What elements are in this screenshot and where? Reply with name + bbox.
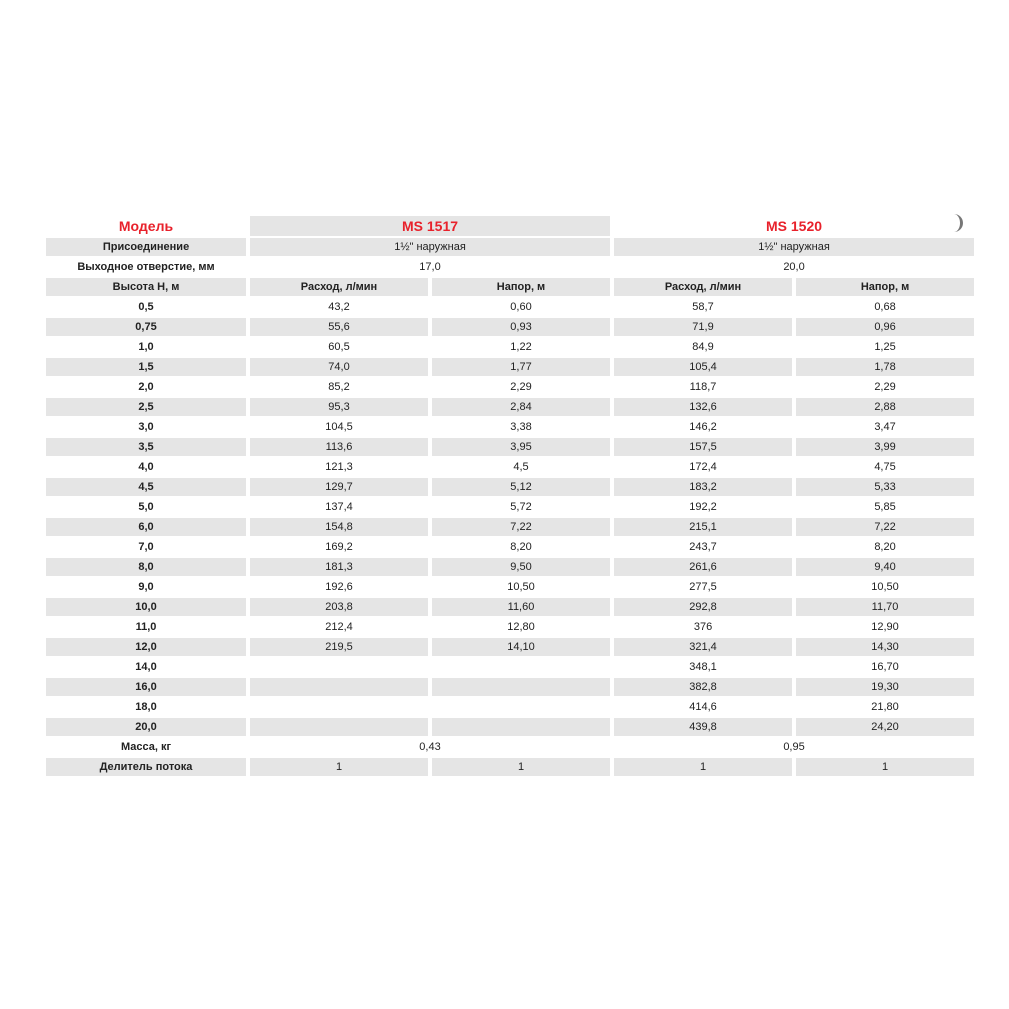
head-ms1520: 5,33 bbox=[796, 478, 974, 496]
outlet-ms1520: 20,0 bbox=[614, 258, 974, 276]
height-value: 16,0 bbox=[46, 678, 246, 696]
table-row bbox=[46, 718, 974, 736]
spec-table-container bbox=[46, 216, 958, 776]
head-ms1517: 2,29 bbox=[432, 378, 610, 396]
table-row bbox=[46, 598, 974, 616]
flow-ms1517: 95,3 bbox=[250, 398, 428, 416]
mass-label: Масса, кг bbox=[46, 738, 246, 756]
outlet-row bbox=[46, 258, 974, 276]
head-ms1520: 16,70 bbox=[796, 658, 974, 676]
table-row bbox=[46, 578, 974, 596]
flow-ms1520: 157,5 bbox=[614, 438, 792, 456]
flow-ms1517: 74,0 bbox=[250, 358, 428, 376]
flow-ms1517: 181,3 bbox=[250, 558, 428, 576]
height-value: 7,0 bbox=[46, 538, 246, 556]
head-ms1520: 3,99 bbox=[796, 438, 974, 456]
flow-ms1517 bbox=[250, 658, 428, 676]
table-row bbox=[46, 458, 974, 476]
table-row bbox=[46, 538, 974, 556]
flow-ms1517: 43,2 bbox=[250, 298, 428, 316]
flow-ms1520: 71,9 bbox=[614, 318, 792, 336]
table-row bbox=[46, 498, 974, 516]
head-ms1520: 12,90 bbox=[796, 618, 974, 636]
table-row bbox=[46, 318, 974, 336]
divider-row bbox=[46, 758, 974, 776]
head-ms1520: 8,20 bbox=[796, 538, 974, 556]
head-ms1520: 11,70 bbox=[796, 598, 974, 616]
table-row bbox=[46, 358, 974, 376]
flow-ms1520: 277,5 bbox=[614, 578, 792, 596]
head-ms1517: 5,72 bbox=[432, 498, 610, 516]
table-row bbox=[46, 638, 974, 656]
head-ms1517: 7,22 bbox=[432, 518, 610, 536]
head-ms1517: 0,60 bbox=[432, 298, 610, 316]
head-ms1517: 2,84 bbox=[432, 398, 610, 416]
table-row bbox=[46, 558, 974, 576]
flow-ms1517 bbox=[250, 678, 428, 696]
table-row bbox=[46, 698, 974, 716]
height-value: 12,0 bbox=[46, 638, 246, 656]
flow-ms1520: 243,7 bbox=[614, 538, 792, 556]
head-ms1517: 0,93 bbox=[432, 318, 610, 336]
table-row bbox=[46, 618, 974, 636]
outlet-ms1517: 17,0 bbox=[250, 258, 610, 276]
height-value: 2,0 bbox=[46, 378, 246, 396]
flow-ms1520: 292,8 bbox=[614, 598, 792, 616]
flow-ms1517: 192,6 bbox=[250, 578, 428, 596]
flow-ms1517: 121,3 bbox=[250, 458, 428, 476]
height-value: 1,5 bbox=[46, 358, 246, 376]
head-ms1520: 2,88 bbox=[796, 398, 974, 416]
divider-value: 1 bbox=[250, 758, 428, 776]
flow-ms1520: 348,1 bbox=[614, 658, 792, 676]
head-ms1517: 11,60 bbox=[432, 598, 610, 616]
flow-ms1520: 58,7 bbox=[614, 298, 792, 316]
height-label: Высота H, м bbox=[46, 278, 246, 296]
head-ms1520: 0,96 bbox=[796, 318, 974, 336]
flow-ms1520: 105,4 bbox=[614, 358, 792, 376]
height-value: 11,0 bbox=[46, 618, 246, 636]
head-ms1520: 1,78 bbox=[796, 358, 974, 376]
head-ms1517: 4,5 bbox=[432, 458, 610, 476]
table-row bbox=[46, 438, 974, 456]
head-ms1520: 0,68 bbox=[796, 298, 974, 316]
connection-ms1517: 1½" наружная bbox=[250, 238, 610, 256]
head-ms1520: 2,29 bbox=[796, 378, 974, 396]
head-ms1520: 24,20 bbox=[796, 718, 974, 736]
flow-ms1520: 146,2 bbox=[614, 418, 792, 436]
divider-label: Делитель потока bbox=[46, 758, 246, 776]
table-row bbox=[46, 678, 974, 696]
connection-row bbox=[46, 238, 974, 256]
flow-ms1517: 137,4 bbox=[250, 498, 428, 516]
mass-ms1520: 0,95 bbox=[614, 738, 974, 756]
table-row bbox=[46, 478, 974, 496]
flow-ms1520: 215,1 bbox=[614, 518, 792, 536]
height-value: 8,0 bbox=[46, 558, 246, 576]
head-ms1517: 12,80 bbox=[432, 618, 610, 636]
height-value: 0,75 bbox=[46, 318, 246, 336]
table-row bbox=[46, 398, 974, 416]
head-ms1520: 10,50 bbox=[796, 578, 974, 596]
flow-ms1520: 118,7 bbox=[614, 378, 792, 396]
height-value: 5,0 bbox=[46, 498, 246, 516]
head-ms1517: 9,50 bbox=[432, 558, 610, 576]
height-value: 10,0 bbox=[46, 598, 246, 616]
connection-ms1520: 1½" наружная bbox=[614, 238, 974, 256]
head-ms1517 bbox=[432, 658, 610, 676]
flow-ms1520: 183,2 bbox=[614, 478, 792, 496]
flow-ms1520: 192,2 bbox=[614, 498, 792, 516]
head-ms1520: 19,30 bbox=[796, 678, 974, 696]
flow-ms1517: 113,6 bbox=[250, 438, 428, 456]
flow-ms1517: 154,8 bbox=[250, 518, 428, 536]
flow-ms1520: 382,8 bbox=[614, 678, 792, 696]
table-row bbox=[46, 378, 974, 396]
outlet-label: Выходное отверстие, мм bbox=[46, 258, 246, 276]
table-row bbox=[46, 418, 974, 436]
divider-value: 1 bbox=[614, 758, 792, 776]
table-row bbox=[46, 658, 974, 676]
flow-ms1517: 212,4 bbox=[250, 618, 428, 636]
height-value: 6,0 bbox=[46, 518, 246, 536]
head-ms1517 bbox=[432, 718, 610, 736]
height-value: 4,5 bbox=[46, 478, 246, 496]
model-label: Модель bbox=[46, 216, 246, 236]
height-value: 0,5 bbox=[46, 298, 246, 316]
flow-ms1517: 129,7 bbox=[250, 478, 428, 496]
table-row bbox=[46, 338, 974, 356]
table-row bbox=[46, 298, 974, 316]
flow-ms1520: 376 bbox=[614, 618, 792, 636]
head-ms1517: 3,95 bbox=[432, 438, 610, 456]
flow-ms1520: 261,6 bbox=[614, 558, 792, 576]
head-ms1520: 21,80 bbox=[796, 698, 974, 716]
flow-ms1517: 85,2 bbox=[250, 378, 428, 396]
table-row bbox=[46, 518, 974, 536]
height-value: 2,5 bbox=[46, 398, 246, 416]
spec-table bbox=[42, 214, 978, 778]
flow-ms1517 bbox=[250, 698, 428, 716]
height-value: 1,0 bbox=[46, 338, 246, 356]
flow-ms1517: 219,5 bbox=[250, 638, 428, 656]
divider-value: 1 bbox=[796, 758, 974, 776]
model-row bbox=[46, 216, 974, 236]
height-value: 20,0 bbox=[46, 718, 246, 736]
head-ms1520: 9,40 bbox=[796, 558, 974, 576]
flow-ms1517 bbox=[250, 718, 428, 736]
height-value: 3,5 bbox=[46, 438, 246, 456]
flow-ms1520: 172,4 bbox=[614, 458, 792, 476]
flow-ms1520: 132,6 bbox=[614, 398, 792, 416]
head-ms1520: 5,85 bbox=[796, 498, 974, 516]
head-ms1517 bbox=[432, 698, 610, 716]
head-ms1520: 1,25 bbox=[796, 338, 974, 356]
head-header-ms1520: Напор, м bbox=[796, 278, 974, 296]
head-ms1517: 14,10 bbox=[432, 638, 610, 656]
flow-ms1517: 60,5 bbox=[250, 338, 428, 356]
head-ms1517: 5,12 bbox=[432, 478, 610, 496]
flow-header-ms1520: Расход, л/мин bbox=[614, 278, 792, 296]
model-name-ms1517: MS 1517 bbox=[250, 216, 610, 236]
height-value: 18,0 bbox=[46, 698, 246, 716]
flow-ms1520: 84,9 bbox=[614, 338, 792, 356]
head-ms1520: 4,75 bbox=[796, 458, 974, 476]
column-header-row bbox=[46, 278, 974, 296]
divider-value: 1 bbox=[432, 758, 610, 776]
head-ms1517: 3,38 bbox=[432, 418, 610, 436]
flow-header-ms1517: Расход, л/мин bbox=[250, 278, 428, 296]
head-ms1517: 10,50 bbox=[432, 578, 610, 596]
head-ms1517: 1,22 bbox=[432, 338, 610, 356]
head-ms1517: 8,20 bbox=[432, 538, 610, 556]
flow-ms1517: 169,2 bbox=[250, 538, 428, 556]
flow-ms1517: 55,6 bbox=[250, 318, 428, 336]
flow-ms1520: 414,6 bbox=[614, 698, 792, 716]
head-header-ms1517: Напор, м bbox=[432, 278, 610, 296]
model-name-ms1520: MS 1520 bbox=[614, 216, 974, 236]
flow-ms1517: 104,5 bbox=[250, 418, 428, 436]
head-ms1517: 1,77 bbox=[432, 358, 610, 376]
head-ms1520: 14,30 bbox=[796, 638, 974, 656]
flow-ms1520: 321,4 bbox=[614, 638, 792, 656]
height-value: 4,0 bbox=[46, 458, 246, 476]
height-value: 3,0 bbox=[46, 418, 246, 436]
height-value: 14,0 bbox=[46, 658, 246, 676]
head-ms1517 bbox=[432, 678, 610, 696]
flow-ms1517: 203,8 bbox=[250, 598, 428, 616]
mass-row bbox=[46, 738, 974, 756]
connection-label: Присоединение bbox=[46, 238, 246, 256]
head-ms1520: 3,47 bbox=[796, 418, 974, 436]
mass-ms1517: 0,43 bbox=[250, 738, 610, 756]
flow-ms1520: 439,8 bbox=[614, 718, 792, 736]
height-value: 9,0 bbox=[46, 578, 246, 596]
head-ms1520: 7,22 bbox=[796, 518, 974, 536]
